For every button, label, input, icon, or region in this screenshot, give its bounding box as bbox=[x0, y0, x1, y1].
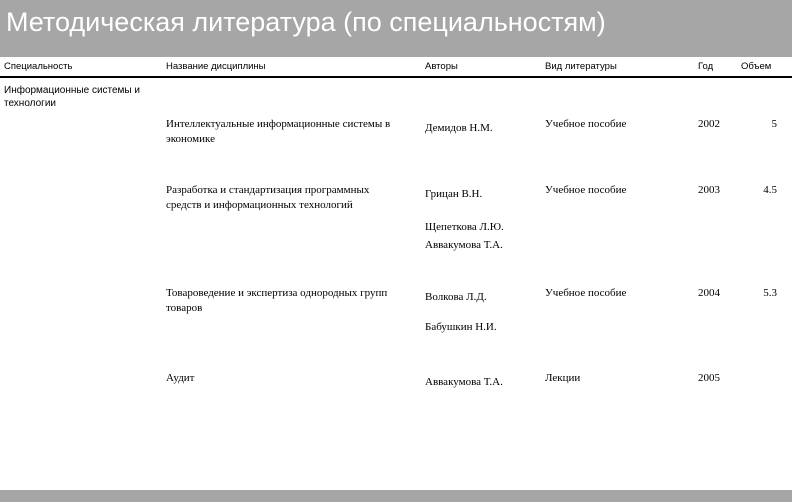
table-row-2-author-3: Аввакумова Т.А. bbox=[425, 239, 503, 251]
specialty-name: Информационные системы и технологии bbox=[4, 85, 140, 109]
table-row-3-discipline: Товароведение и экспертиза однородных групп товаров bbox=[166, 287, 388, 314]
column-header-year: Год bbox=[698, 61, 714, 72]
title-bar bbox=[0, 0, 792, 57]
table-row-2-discipline: Разработка и стандартизация программных средств и информационных технологий bbox=[166, 184, 370, 211]
table-row-2-author-2: Щепеткова Л.Ю. bbox=[425, 221, 504, 233]
table-row-1-discipline: Интеллектуальные информационные системы в экономике bbox=[166, 118, 391, 145]
table-row-3-author-2: Бабушкин Н.И. bbox=[425, 321, 497, 333]
table-row-3-type: Учебное пособие bbox=[545, 287, 627, 299]
table-row-4-author-1: Аввакумова Т.А. bbox=[425, 376, 503, 388]
page-title: Методическая литература (по специальностям) bbox=[6, 7, 606, 37]
table-row-1-year: 2002 bbox=[698, 118, 720, 130]
table-row-1-author-1: Демидов Н.М. bbox=[425, 122, 493, 134]
column-header-specialty: Специальность bbox=[4, 61, 73, 72]
table-row-1-volume: 5 bbox=[771, 118, 777, 130]
column-header-authors: Авторы bbox=[425, 61, 458, 72]
table-row-4-discipline: Аудит bbox=[166, 372, 195, 384]
header-divider bbox=[0, 76, 792, 78]
table-row-3-volume: 5.3 bbox=[763, 287, 777, 299]
table-row-2-year: 2003 bbox=[698, 184, 720, 196]
table-row-4-type: Лекции bbox=[545, 372, 581, 384]
column-header-type: Вид литературы bbox=[545, 61, 617, 72]
table-row-2-type: Учебное пособие bbox=[545, 184, 627, 196]
table-row-4-year: 2005 bbox=[698, 372, 720, 384]
footer-bar bbox=[0, 490, 792, 502]
table-row-1-type: Учебное пособие bbox=[545, 118, 627, 130]
table-row-2-author-1: Грицан В.Н. bbox=[425, 188, 483, 200]
column-header-discipline: Название дисциплины bbox=[166, 61, 266, 72]
table-row-3-author-1: Волкова Л.Д. bbox=[425, 291, 487, 303]
table-row-3-year: 2004 bbox=[698, 287, 720, 299]
column-header-volume: Объем bbox=[741, 61, 772, 72]
table-row-2-volume: 4.5 bbox=[763, 184, 777, 196]
